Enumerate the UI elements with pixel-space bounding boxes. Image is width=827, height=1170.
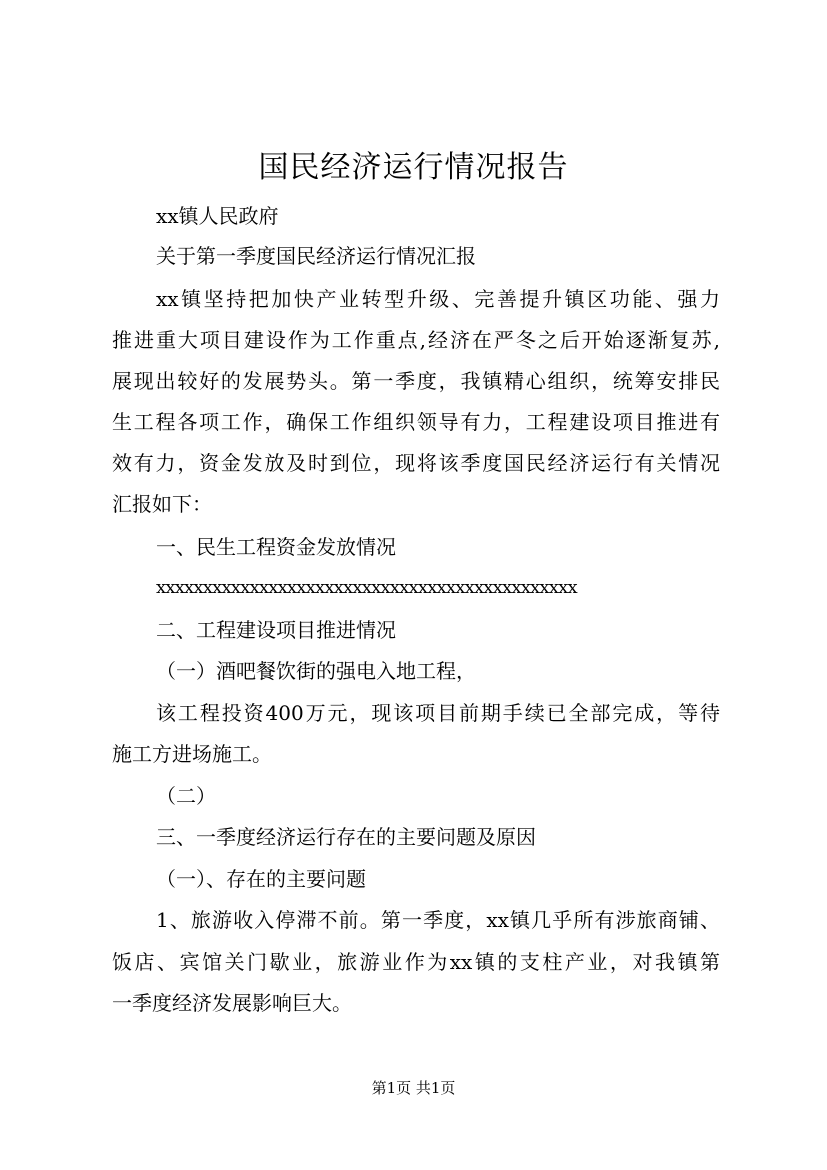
document-title: 国民经济运行情况报告 <box>258 150 569 185</box>
report-subject-line: 关于第一季度国民经济运行情况汇报 <box>156 244 476 268</box>
paragraph-line: 展现出较好的发展势头。第一季度，我镇精心组织，统筹安排民 <box>112 369 720 393</box>
paragraph-line: 施工方进场施工。 <box>112 742 272 766</box>
section-heading-1: 一、民生工程资金发放情况 <box>156 535 396 559</box>
subsection-heading: （二） <box>156 784 216 808</box>
paragraph-line: 推进重大项目建设作为工作重点,经济在严冬之后开始逐渐复苏, <box>112 328 720 352</box>
paragraph-line: 饭店、宾馆关门歇业，旅游业作为xx镇的支柱产业，对我镇第 <box>112 950 720 974</box>
section-heading-3: 三、一季度经济运行存在的主要问题及原因 <box>156 825 536 849</box>
paragraph-line: 1、旅游收入停滞不前。第一季度，xx镇几乎所有涉旅商铺、 <box>156 908 720 932</box>
subsection-heading: （一）酒吧餐饮街的强电入地工程， <box>156 659 476 683</box>
page-footer: 第1页 共1页 <box>371 1079 456 1097</box>
paragraph-line: 生工程各项工作，确保工作组织领导有力，工程建设项目推进有 <box>112 410 720 434</box>
subsection-heading: （一）、存在的主要问题 <box>156 867 366 891</box>
paragraph-line: 汇报如下： <box>112 492 212 516</box>
paragraph-line: xx镇坚持把加快产业转型升级、完善提升镇区功能、强力 <box>156 287 720 311</box>
section-heading-2: 二、工程建设项目推进情况 <box>156 618 396 642</box>
paragraph-line: 该工程投资400万元，现该项目前期手续已全部完成，等待 <box>156 701 720 725</box>
paragraph-line: 一季度经济发展影响巨大。 <box>112 991 352 1015</box>
paragraph-line: 效有力，资金发放及时到位，现将该季度国民经济运行有关情况 <box>112 451 720 475</box>
placeholder-line: xxxxxxxxxxxxxxxxxxxxxxxxxxxxxxxxxxxxxxxxxxxxx <box>156 577 577 598</box>
issuer-line: xx镇人民政府 <box>156 204 279 228</box>
